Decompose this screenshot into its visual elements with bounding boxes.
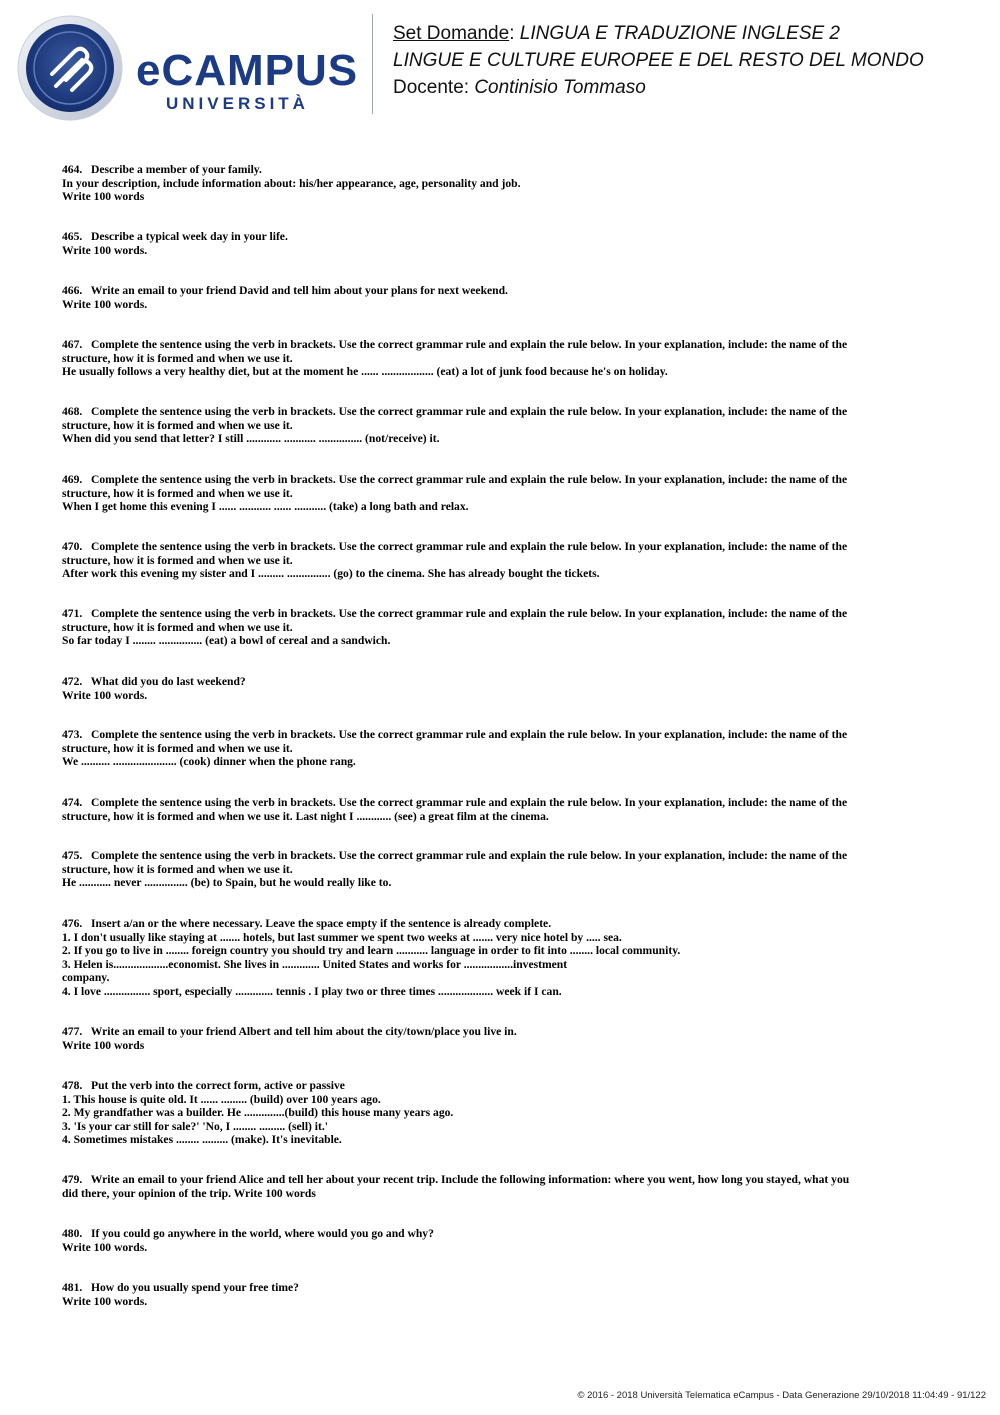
question-line: structure, how it is formed and when we use it. xyxy=(62,741,293,755)
question-prompt: 468. Complete the sentence using the verb in brackets. Use the correct grammar rule and explain the rule below. In your explanation, include: the name of the xyxy=(62,405,848,418)
question-prompt: 464. Describe a member of your family. xyxy=(62,163,262,176)
question-prompt: 470. Complete the sentence using the verb in brackets. Use the correct grammar rule and explain the rule below. In your explanation, include: the name of the xyxy=(62,540,848,553)
question-line: Write 100 words. xyxy=(62,1240,148,1254)
question-prompt: 473. Complete the sentence using the verb in brackets. Use the correct grammar rule and explain the rule below. In your explanation, include: the name of the xyxy=(62,728,848,741)
docente-value: Continisio Tommaso xyxy=(474,77,646,98)
question-line: 1. This house is quite old. It ...... ......... (build) over 100 years ago. xyxy=(62,1092,381,1106)
page-footer: © 2016 - 2018 Università Telematica eCampus - Data Generazione 29/10/2018 11:04:49 - 91/122 xyxy=(577,1390,986,1401)
question-line: When I get home this evening I ...... ........... ...... ........... (take) a long bath and relax. xyxy=(62,500,469,513)
question-item xyxy=(62,1079,922,1147)
question-item xyxy=(62,607,922,648)
question-item xyxy=(62,675,922,702)
question-item xyxy=(62,473,922,514)
question-prompt: 472. What did you do last weekend? xyxy=(62,675,246,688)
question-line: 4. Sometimes mistakes ........ ......... (make). It's inevitable. xyxy=(62,1133,342,1146)
question-line: Write 100 words xyxy=(62,190,145,203)
question-line: structure, how it is formed and when we use it. xyxy=(62,351,293,365)
question-line: 4. I love ................ sport, especially ............. tennis . I play two or three times ................... week if I can. xyxy=(62,984,562,998)
question-line: When did you send that letter? I still ............ ........... ............... (not/receive) it. xyxy=(62,432,440,445)
question-line: company. xyxy=(62,971,110,984)
question-prompt: 476. Insert a/an or the where necessary. Leave the space empty if the sentence is already complete. xyxy=(62,917,552,930)
question-item xyxy=(62,1173,922,1200)
question-prompt: 478. Put the verb into the correct form, active or passive xyxy=(62,1079,345,1092)
question-item xyxy=(62,1227,922,1254)
question-line: 1. I don't usually like staying at ....... hotels, but last summer we spent two weeks at ....... very nice hotel by ..... sea. xyxy=(62,930,622,944)
question-item xyxy=(62,284,922,311)
question-prompt: 481. How do you usually spend your free time? xyxy=(62,1281,299,1294)
question-item xyxy=(62,728,922,769)
question-line: structure, how it is formed and when we use it. xyxy=(62,418,293,432)
question-item xyxy=(62,163,922,204)
set-title xyxy=(393,20,924,47)
question-prompt: 466. Write an email to your friend David and tell him about your plans for next weekend. xyxy=(62,284,508,297)
course-value: LINGUE E CULTURE EUROPEE E DEL RESTO DEL MONDO xyxy=(393,50,924,71)
question-line: structure, how it is formed and when we use it. xyxy=(62,486,293,500)
question-prompt: 475. Complete the sentence using the verb in brackets. Use the correct grammar rule and explain the rule below. In your explanation, include: the name of the xyxy=(62,849,848,862)
question-line: did there, your opinion of the trip. Write 100 words xyxy=(62,1186,316,1200)
question-line: Write 100 words xyxy=(62,1038,145,1052)
ecampus-logo xyxy=(14,12,366,122)
set-value: LINGUA E TRADUZIONE INGLESE 2 xyxy=(519,23,841,44)
set-colon: : xyxy=(509,23,520,44)
question-item xyxy=(62,230,922,257)
header-divider xyxy=(372,14,373,114)
question-line: 3. Helen is...................economist. She lives in ............. United States and works for .................investment xyxy=(62,957,568,971)
question-line: structure, how it is formed and when we use it. Last night I ............ (see) a great film at the cinema. xyxy=(62,809,549,823)
question-line: In your description, include information about: his/her appearance, age, personality and job. xyxy=(62,176,521,190)
course-title xyxy=(393,47,924,74)
question-prompt: 471. Complete the sentence using the verb in brackets. Use the correct grammar rule and explain the rule below. In your explanation, include: the name of the xyxy=(62,607,848,620)
question-item xyxy=(62,917,922,998)
question-prompt: 480. If you could go anywhere in the world, where would you go and why? xyxy=(62,1227,434,1240)
question-item xyxy=(62,405,922,446)
question-item xyxy=(62,1281,922,1308)
question-item xyxy=(62,796,922,823)
question-item xyxy=(62,338,922,379)
question-prompt: 467. Complete the sentence using the verb in brackets. Use the correct grammar rule and explain the rule below. In your explanation, include: the name of the xyxy=(62,338,848,351)
question-line: So far today I ........ ............... (eat) a bowl of cereal and a sandwich. xyxy=(62,634,391,647)
docente-label: Docente: xyxy=(393,77,475,98)
question-prompt: 474. Complete the sentence using the verb in brackets. Use the correct grammar rule and explain the rule below. In your explanation, include: the name of the xyxy=(62,796,848,809)
question-line: Write 100 words. xyxy=(62,243,148,257)
question-item xyxy=(62,540,922,581)
question-line: He ........... never ............... (be) to Spain, but he would really like to. xyxy=(62,876,392,889)
set-label: Set Domande xyxy=(393,23,510,44)
question-line: After work this evening my sister and I ......... ............... (go) to the cinema. She has already bought the tickets. xyxy=(62,567,600,580)
logo-wordmark: eCAMPUS xyxy=(136,46,359,95)
question-line: 2. My grandfather was a builder. He ..............(build) this house many years ago. xyxy=(62,1106,454,1119)
question-prompt: 477. Write an email to your friend Albert and tell him about the city/town/place you live in. xyxy=(62,1025,517,1038)
question-item xyxy=(62,1025,922,1052)
question-line: We .......... ...................... (cook) dinner when the phone rang. xyxy=(62,755,356,768)
question-prompt: 469. Complete the sentence using the verb in brackets. Use the correct grammar rule and explain the rule below. In your explanation, include: the name of the xyxy=(62,473,848,486)
question-line: 2. If you go to live in ........ foreign country you should try and learn ........... language in order to fit into ........ local community. xyxy=(62,944,681,957)
question-prompt: 465. Describe a typical week day in your life. xyxy=(62,230,288,243)
question-line: He usually follows a very healthy diet, but at the moment he ...... .................. (eat) a lot of junk food because he's on holiday. xyxy=(62,365,668,378)
page-header xyxy=(0,0,1000,120)
docente xyxy=(393,74,924,101)
question-item xyxy=(62,849,922,890)
question-line: structure, how it is formed and when we use it. xyxy=(62,553,293,567)
question-line: 3. 'Is your car still for sale?' 'No, I ........ ......... (sell) it.' xyxy=(62,1119,328,1133)
header-title-block xyxy=(393,20,924,101)
question-line: Write 100 words. xyxy=(62,688,148,702)
logo-subtitle: UNIVERSITÀ xyxy=(166,94,309,113)
question-line: structure, how it is formed and when we use it. xyxy=(62,862,293,876)
question-line: structure, how it is formed and when we use it. xyxy=(62,620,293,634)
question-line: Write 100 words. xyxy=(62,297,148,311)
question-prompt: 479. Write an email to your friend Alice and tell her about your recent trip. Include the following information: where you went, how long you stayed, what you xyxy=(62,1173,850,1186)
question-line: Write 100 words. xyxy=(62,1294,148,1308)
